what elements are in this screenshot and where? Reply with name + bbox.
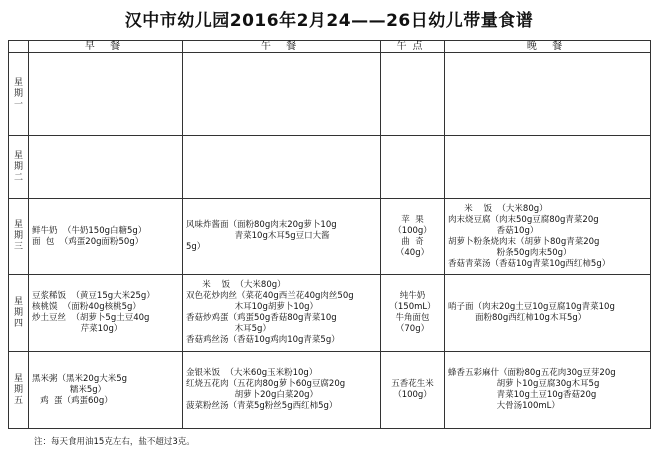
header-day: [9, 41, 29, 53]
lunch-cell: 金银米饭 （大米60g玉米粉10g） 红烧五花肉（五花肉80g萝卜60g豆腐20g 胡萝卜20g白菜20g） 菠菜粉丝汤（青菜5g粉丝5g西红柿5g）: [183, 352, 381, 429]
dinner-cell: [445, 53, 651, 136]
lunch-cell: [183, 136, 381, 199]
header-dinner: 晚 餐: [445, 41, 651, 53]
breakfast-cell: 黑米粥（黑米20g大米5g 糯米5g） 鸡 蛋（鸡蛋60g）: [29, 352, 183, 429]
table-row: [9, 136, 651, 199]
header-lunch: 午 餐: [183, 41, 381, 53]
dinner-cell: 哨子面（肉末20g土豆10g豆腐10g青菜10g 面粉80g西红柿10g木耳5g）: [445, 275, 651, 352]
table-row: [9, 199, 651, 275]
day-label: 星 期 五: [9, 352, 29, 429]
snack-cell: 纯牛奶 （150mL） 牛角面包 （70g）: [381, 275, 445, 352]
snack-cell: 苹 果 （100g） 曲 奇 （40g）: [381, 199, 445, 275]
header-row: [9, 41, 651, 53]
day-label: 星 期 一: [9, 53, 29, 136]
snack-cell: [381, 136, 445, 199]
table-row: [9, 275, 651, 352]
lunch-cell: 米 饭 （大米80g） 双色花炒肉丝（菜花40g西兰花40g肉丝50g 木耳10g胡萝卜10g） 香菇炒鸡蛋（鸡蛋50g香菇80g青菜10g 木耳5g） 香菇鸡丝汤（香菇10g鸡肉10g青菜5g）: [183, 275, 381, 352]
menu-table: [8, 40, 651, 429]
table-row: [9, 352, 651, 429]
header-snack: 午点: [381, 41, 445, 53]
snack-cell: [381, 53, 445, 136]
breakfast-cell: [29, 136, 183, 199]
snack-cell: 五香花生米 （100g）: [381, 352, 445, 429]
table-row: [9, 53, 651, 136]
breakfast-cell: 鲜牛奶 （牛奶150g白糖5g） 面 包 （鸡蛋20g面粉50g）: [29, 199, 183, 275]
day-label: 星 期 四: [9, 275, 29, 352]
dinner-cell: [445, 136, 651, 199]
breakfast-cell: [29, 53, 183, 136]
lunch-cell: 风味炸酱面（面粉80g肉末20g萝卜10g 青菜10g木耳5g豆口大酱 5g）: [183, 199, 381, 275]
breakfast-cell: 豆浆稀饭 （黄豆15g大米25g） 核桃馍 （面粉40g核桃5g） 炒土豆丝 （胡萝卜5g土豆40g 芹菜10g）: [29, 275, 183, 352]
page-title: 汉中市幼儿园2016年2月24——26日幼儿带量食谱: [124, 11, 534, 31]
footnote: 注：每天食用油15克左右，盐不超过3克。: [34, 437, 195, 447]
header-breakfast: 早 餐: [29, 41, 183, 53]
dinner-cell: 蜂香五彩麻什（面粉80g五花肉30g豆芽20g 胡萝卜10g豆腐30g木耳5g 青菜10g土豆10g香菇20g 大骨汤100mL）: [445, 352, 651, 429]
day-label: 星 期 二: [9, 136, 29, 199]
dinner-cell: 米 饭 （大米80g） 肉末烧豆腐（肉末50g豆腐80g青菜20g 香菇10g） 胡萝卜粉条烧肉末（胡萝卜80g青菜20g 粉条50g肉末50g） 香菇青菜汤（香菇10g青菜10g西红柿5g）: [445, 199, 651, 275]
lunch-cell: [183, 53, 381, 136]
day-label: 星 期 三: [9, 199, 29, 275]
